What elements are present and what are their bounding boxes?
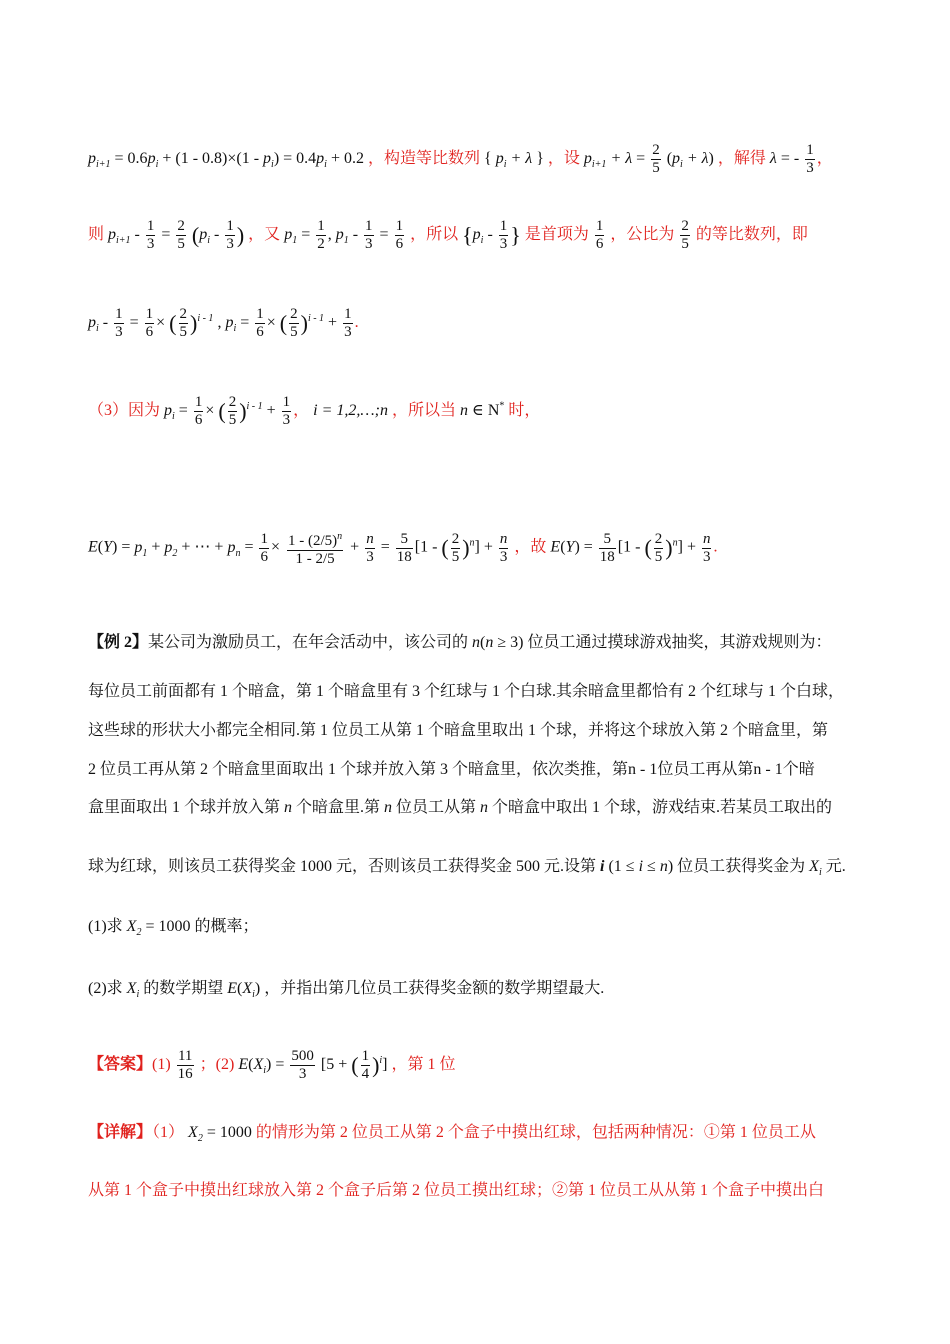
example-text-1b: 位员工通过摸球游戏抽奖，其游戏规则为： bbox=[527, 634, 832, 651]
formula-line-1: $p_{i+1} = 0.6p_i + (1 - 0.8)\times(1 - p_i) = 0.4p_i + 0.2$ ，构造等比数列 { $p_i + \lambda$ } ，设 $p_{i+1} + \lambda$ = $\frac{2}{5}$ $(p_i + \lambda)$ ，解得 λ = - $\frac{1}{3}$ ， bbox=[88, 142, 833, 176]
tail-text: 的等比数列，即 bbox=[695, 226, 808, 244]
formula-line-2: 则 $p_{i+1}$ - $\frac{1}{3}$ = $\frac{2}{5}$ ($p_i$ - $\frac{1}{3}$ ) ，又 $p_1$ = $\frac{1}{2}$ , $p_1$ - $\frac{1}{3}$ = $\frac{1}{6}$ ，所以 {$p_i$ - $\frac{1}{3}$ } 是首项为 $\frac{1}{6}$ ，公比为 $\frac{2}{5}$ 的等比数列，即 bbox=[88, 218, 808, 252]
n-minus-1-a: n - 1 bbox=[628, 761, 658, 778]
example-tag: 【例 2】 bbox=[88, 634, 149, 651]
q1-prefix: (1)求 bbox=[88, 918, 123, 935]
example-text-6c: 元. bbox=[825, 858, 846, 875]
q1-suffix: 的概率； bbox=[194, 918, 259, 935]
example-text-5c: 位员工从第 bbox=[396, 799, 477, 816]
ratio-text: ，公比为 bbox=[610, 226, 675, 244]
example-text-1a: 某公司为激励员工，在年会活动中，该公司的 bbox=[148, 634, 469, 651]
answer-line: 【答案】(1) $\frac{11}{16}$ ；(2) $E(X_i)$ = $\frac{500}{3}$ [5 + ( $\frac{1}{4}$ )$^i$] ，第 1 位 bbox=[88, 1048, 456, 1082]
formula-line-3: $p_i$ - $\frac{1}{3}$ = $\frac{1}{6}$ × ( $\frac{2}{5}$ )$^{i - 1}$ , $p_i$ = $\frac{1}{6}$ × ( $\frac{2}{5}$ )$^{i - 1}$ + $\frac{1}{3}$ . bbox=[88, 306, 359, 340]
detail-text-1: 的情形为第 2 位员工从第 2 个盒子中摸出红球，包括两种情况：①第 1 位员工从 bbox=[255, 1124, 816, 1141]
also-text: ，又 bbox=[248, 226, 281, 244]
detail-tag: 【详解】 bbox=[88, 1124, 153, 1141]
answer-tail: ，第 1 位 bbox=[391, 1056, 456, 1074]
first-term-text: 是首项为 bbox=[524, 226, 589, 244]
example-text-4c: 个暗 bbox=[782, 761, 815, 778]
question-2: (2)求 $X_i$ 的数学期望 $E(X_i)$ ，并指出第几位员工获得奖金额的数学期望最大. bbox=[88, 980, 605, 1001]
construct-text: ，构造等比数列 bbox=[367, 150, 480, 168]
detail-line-1: 【详解】（1） $X_2 = 1000$ 的情形为第 2 位员工从第 2 个盒子中摸出红球，包括两种情况：①第 1 位员工从 bbox=[88, 1124, 816, 1145]
answer-part1: (1) bbox=[152, 1056, 171, 1074]
set-text: ，设 bbox=[547, 150, 580, 168]
solve-text: ，解得 bbox=[717, 150, 766, 168]
question-1: (1)求 $X_2 = 1000$ 的概率； bbox=[88, 918, 259, 939]
because-text: （3）因为 bbox=[88, 402, 161, 420]
answer-separator: ；(2) bbox=[199, 1056, 235, 1074]
example-line-5: 盒里面取出 1 个球并放入第 n 个暗盒里.第 n 位员工从第 n 个暗盒中取出 1 个球，游戏结束.若某员工取出的 bbox=[88, 799, 833, 816]
q2-mid: 的数学期望 bbox=[143, 980, 224, 997]
example-text-4a: 2 位员工再从第 2 个暗盒里面取出 1 个球并放入第 3 个暗盒里，依次类推，第 bbox=[88, 761, 629, 778]
fraction-2-5: $\frac{2}{5}$ bbox=[652, 142, 660, 176]
example-text-6b: 位员工获得奖金为 bbox=[677, 858, 806, 875]
detail-line-2: 从第 1 个盒子中摸出红球放入第 2 个盒子后第 2 位员工摸出红球；②第 1 位员工从从第 1 个盒子中摸出白 bbox=[88, 1182, 825, 1199]
formula-line-4: （3）因为 $p_i$ = $\frac{1}{6}$ × ( $\frac{2}{5}$ )$^{i - 1}$ + $\frac{1}{3}$ ， i = 1,2,…;n ，所以当 n ∈ N* 时， bbox=[88, 394, 541, 428]
example-line-1: 【例 2】某公司为激励员工，在年会活动中，该公司的 n(n ≥ 3) 位员工通过摸球游戏抽奖，其游戏规则为： bbox=[88, 634, 832, 651]
answer-tag: 【答案】 bbox=[88, 1056, 153, 1074]
so-text: ，所以 bbox=[410, 226, 459, 244]
n-minus-1-b: n - 1 bbox=[753, 761, 783, 778]
q2-prefix: (2)求 bbox=[88, 980, 123, 997]
example-line-4 bbox=[88, 759, 868, 781]
index-range: i = 1,2,…;n bbox=[313, 402, 388, 420]
example-text-5a: 盒里面取出 1 个球并放入第 bbox=[88, 799, 281, 816]
example-line-2: 每位员工前面都有 1 个暗盒，第 1 个暗盒里有 3 个红球与 1 个白球.其余暗盒里都恰有 2 个红球与 1 个白球， bbox=[88, 683, 845, 700]
example-text-4b: 位员工再从第 bbox=[657, 761, 754, 778]
example-line-3: 这些球的形状大小都完全相同.第 1 位员工从第 1 个暗盒里取出 1 个球，并将这个球放入第 2 个暗盒里，第 bbox=[88, 722, 829, 739]
formula-line-5: $E(Y) = p_1 + p_2$ + ⋯ + $p_n$ = $\frac{1}{6}$ × $\frac{1 - (2/5)^n}{1 - 2/5}$ + $\frac{n}{3}$ = $\frac{5}{18}$ [1 - ( $\frac{2}{5}$ )$^n$] + $\frac{n}{3}$ ，故 E(Y) = $\frac{5}{18}$ [1 - ( $\frac{2}{5}$ )$^n$] + $\frac{n}{3}$ . bbox=[88, 528, 868, 568]
q2-suffix: ，并指出第几位员工获得奖金额的数学期望最大. bbox=[264, 980, 605, 997]
when-suffix: 时， bbox=[508, 402, 541, 420]
example-text-6a: 球为红球，则该员工获得奖金 1000 元，否则该员工获得奖金 500 元.设第 bbox=[88, 858, 597, 875]
recurrence-formula: $p_{i+1}$ bbox=[88, 150, 111, 171]
example-line-6: 球为红球，则该员工获得奖金 1000 元，否则该员工获得奖金 500 元.设第 i (1 ≤ i ≤ n) 位员工获得奖金为 $X_i$ 元. bbox=[88, 858, 846, 879]
example-text-5b: 个暗盒里.第 bbox=[296, 799, 381, 816]
then-text: 则 bbox=[88, 226, 105, 244]
therefore-text: ，故 bbox=[514, 538, 547, 556]
example-text-5d: 个暗盒中取出 1 个球，游戏结束.若某员工取出的 bbox=[492, 799, 833, 816]
detail-part: （1） bbox=[152, 1124, 185, 1141]
so-when-text: ，所以当 bbox=[391, 402, 456, 420]
fraction-1-3: $\frac{1}{3}$ bbox=[806, 142, 814, 176]
